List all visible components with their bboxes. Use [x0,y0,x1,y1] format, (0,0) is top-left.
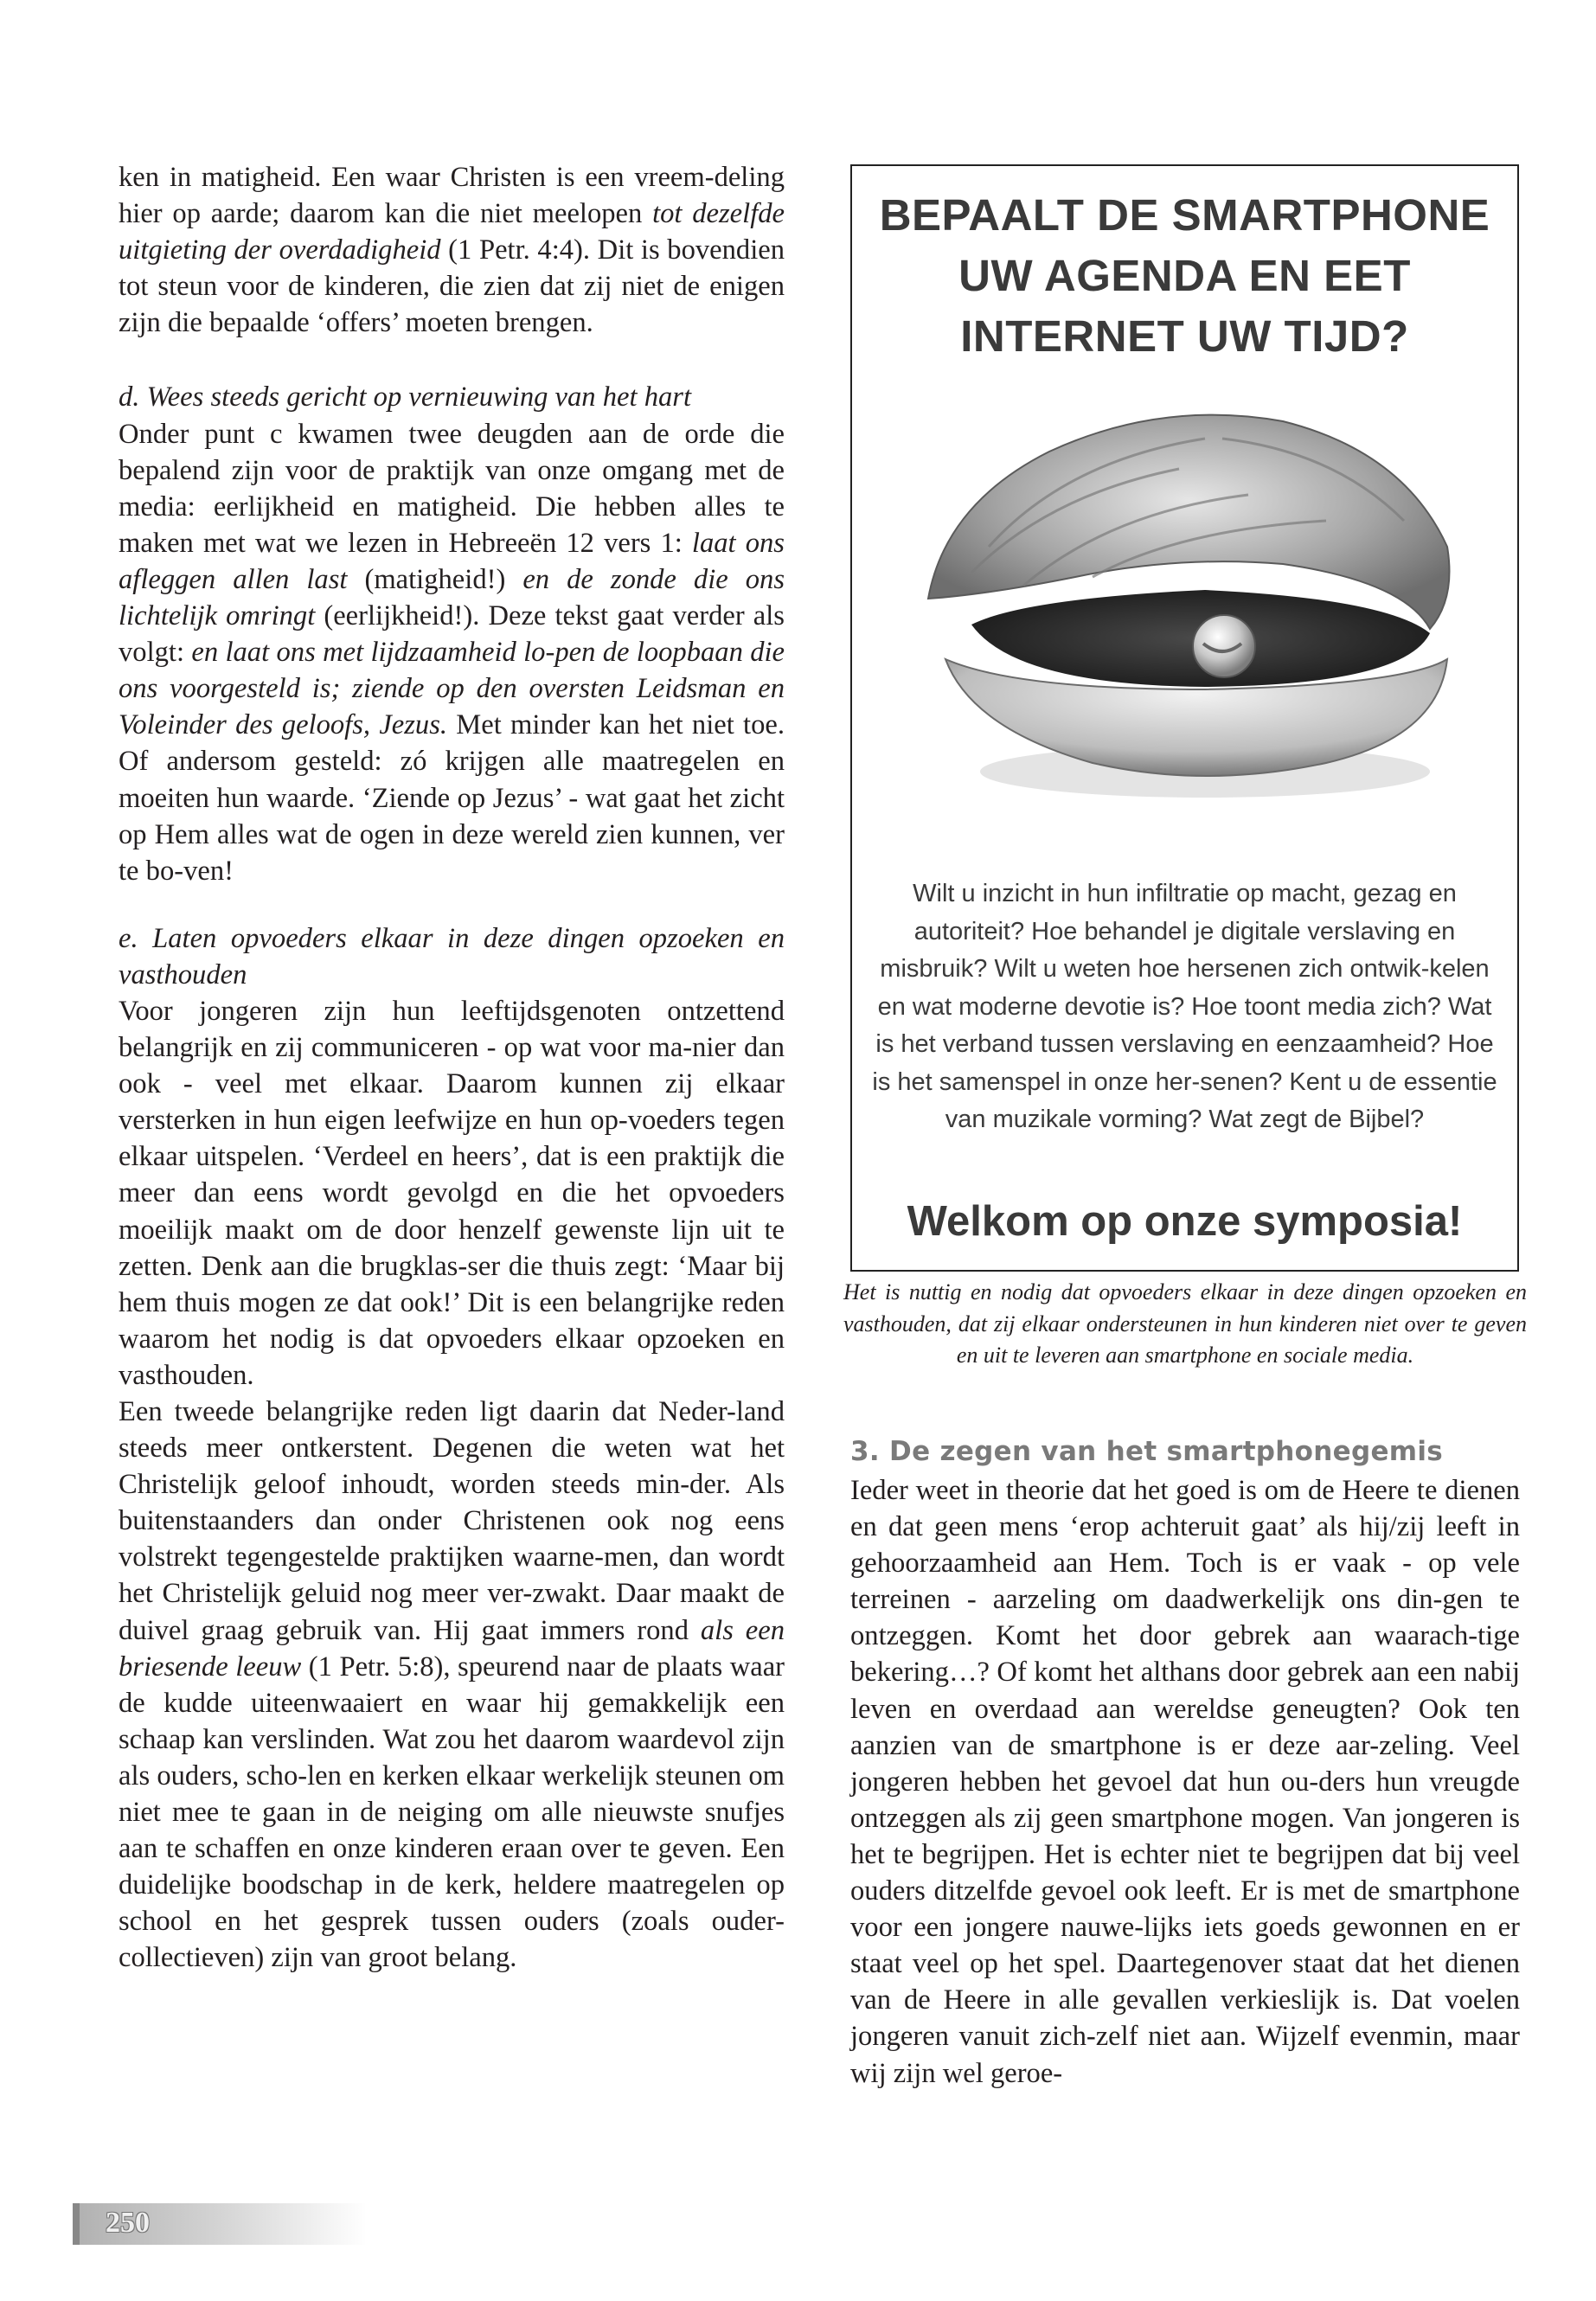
oyster-pearl-image [920,400,1456,806]
page-footer [73,2203,367,2245]
footer-bar [73,2203,80,2245]
paragraph-section3: Ieder weet in theorie dat het goed is om de Heere te dienen en dat geen mens ‘erop achteruit gaat’ als hij/zij leeft in gehoorzaamheid aan Hem. Toch is er vaak - op vele terreinen - aarzeling om daadwerkelijk ons din-gen te ontzeggen. Komt het door gebrek aan waarach-tige bekering…? Of komt het althans door gebrek aan een nabij leven en overdaad aan wereldse geneugten? Ook ten aanzien van de smartphone is er deze aar-zeling. Veel jongeren hebben het gevoel dat hun ou-ders hun vreugde ontzeggen als zij geen smartphone mogen. Van jongeren is het te begrijpen. Het is echter niet te begrijpen dat bij veel ouders ditzelfde gevoel ook leeft. Er is met de smartphone voor een jongere nauwe-lijks iets goeds gewonnen en er staat veel op het spel. Daartegenover staat dat het dienen van de Heere in alle gevallen verkieslijk is. Dat voelen jongeren vanuit zich-zelf niet aan. Wijzelf evenmin, maar wij zijn wel geroe- [850,1475,1520,2089]
pearl [1193,615,1255,677]
left-column [119,159,785,1977]
advertisement [850,164,1519,1272]
paragraph-d: Onder punt c kwamen twee deugden aan de orde die bepalend zijn voor de praktijk van onze omgang met de media: eerlijkheid en matigheid. Die hebben alles te maken met wat we lezen in Hebreeën 12 vers 1: laat ons afleggen allen last (matigheid!) en de zonde die ons lichtelijk omringt (eerlijkheid!). Deze tekst gaat verder als volgt: en laat ons met lijdzaamheid lo-pen de loopbaan die ons voorgesteld is; ziende op den oversten Leidsman en Voleinder des geloofs, Jezus. Met minder kan het niet toe. Of andersom gesteld: zó krijgen alle maatregelen en moeiten hun waarde. ‘Ziende op Jezus’ - wat gaat het zicht op Hem alles wat de ogen in deze wereld zien kunnen, ver te bo-ven! [119,418,785,887]
paragraph-e2: Een tweede belangrijke reden ligt daarin dat Neder-land steeds meer ontkerstent. Degenen die weten wat het Christelijk geloof inhoudt, worden steeds min-der. Als buitenstaanders dan onder Christenen ook nog eens volstrekt tegengestelde praktijken waarne-men, dan wordt het Christelijk geluid nog meer ver-zwakt. Daar maakt de duivel graag gebruik van. Hij gaat immers rond als een briesende leeuw (1 Petr. 5:8), speurend naar de plaats waar de kudde uiteenwaaiert en waar hij gemakkelijk een schaap kan verslinden. Wat zou het daarom waardevol zijn als ouders, scho-len en kerken elkaar werkelijk steunen om niet mee te gaan in de neiging om alle nieuwste snufjes aan te schaffen en onze kinderen eraan over te geven. Een duidelijke boodschap in de kerk, heldere maatregelen op school en het gesprek tussen ouders (zoals ouder-collectieven) zijn van groot belang. [119,1396,785,1974]
image-caption: Het is nuttig en nodig dat opvoeders elkaar in deze dingen opzoeken en vasthouden, dat zij elkaar ondersteunen in hun kinderen niet over te geven en uit te leveren aan smartphone en sociale media. [843,1279,1527,1368]
paragraph-intro: ken in matigheid. Een waar Christen is een vreem-deling hier op aarde; daarom kan die niet meelopen tot dezelfde uitgieting der overdadigheid (1 Petr. 4:4). Dit is bovendien tot steun voor de kinderen, die zien dat zij niet de enigen zijn die bepaalde ‘offers’ moeten brengen. [119,162,785,339]
right-column [850,1472,1520,2092]
heading-d: d. Wees steeds gericht op vernieuwing van het hart [119,381,691,413]
ad-body-text: Wilt u inzicht in hun infiltratie op macht, gezag en autoriteit? Hoe behandel je digitale verslaving en misbruik? Wilt u weten hoe hersenen zich ontwik-kelen en wat moderne devotie is? Hoe toont media zich? Wat is het verband tussen verslaving en eenzaamheid? Hoe is het samenspel in onze her-senen? Kent u de essentie van muzikale vorming? Wat zegt de Bijbel? [872,880,1497,1133]
heading-e: e. Laten opvoeders elkaar in deze dingen opzoeken en vasthouden [119,922,785,990]
ad-headline: BEPAALT DE SMARTPHONE UW AGENDA EN EET INTERNET UW TIJD? [879,190,1490,361]
ad-welcome: Welkom op onze symposia! [907,1198,1463,1245]
page-number: 250 [106,2207,150,2239]
paragraph-e1: Voor jongeren zijn hun leeftijdsgenoten ontzettend belangrijk en zij communiceren - op wat voor ma-nier dan ook - veel met elkaar. Daarom kunnen zij elkaar versterken in hun eigen leefwijze en hun op-voeders tegen elkaar uitspelen. ‘Verdeel en heers’, dat is een praktijk die meer dan eens wordt gevolgd en die het opvoeders moeilijk maakt om de door henzelf gewenste lijn uit te zetten. Denk aan die brugklas-ser die thuis zegt: ‘Maar bij hem thuis mogen ze dat ook!’ Dit is een belangrijke reden waarom het nodig is dat opvoeders elkaar opzoeken en vasthouden. [119,995,785,1391]
section-heading: 3. De zegen van het smartphonegemis [850,1436,1444,1467]
